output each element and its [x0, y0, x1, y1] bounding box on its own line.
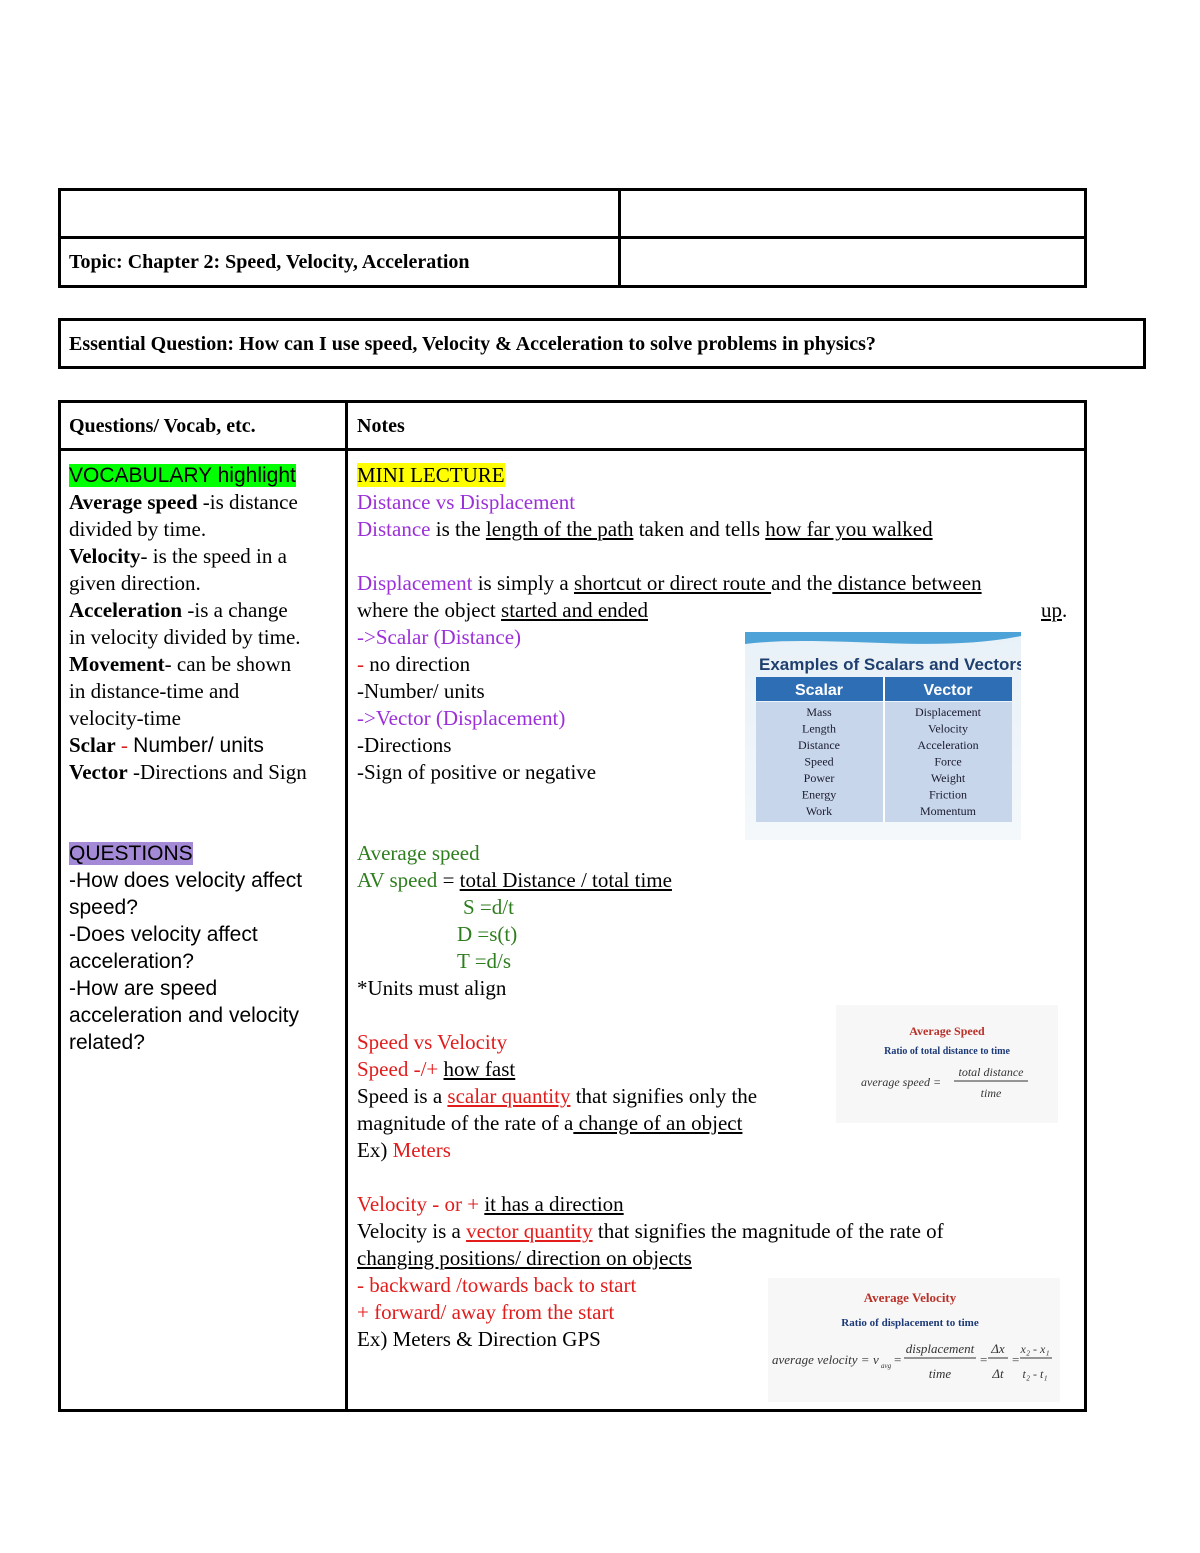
sv-scalar-item: Mass [806, 705, 832, 719]
term-vector: Vector [69, 760, 128, 784]
mini-lecture-heading: MINI LECTURE [357, 463, 505, 487]
avg-velocity-v-sub: avg [881, 1362, 892, 1370]
sv-vector-item: Velocity [928, 721, 968, 736]
avg-speed-denominator: time [980, 1086, 1002, 1100]
avg-velocity-den1: time [928, 1366, 952, 1381]
speed-vs-velocity: Speed vs Velocity [357, 1030, 508, 1054]
formula-s: S =d/t [463, 895, 514, 919]
avg-velocity-den3: t₂ - t₁ [1022, 1367, 1048, 1381]
avg-velocity-den2: Δt [992, 1366, 1004, 1381]
avg-speed-title: Average Speed [909, 1024, 985, 1038]
sv-scalar-item: Energy [801, 787, 837, 802]
term-sclar: Sclar [69, 733, 116, 757]
sv-scalar-item: Length [802, 721, 836, 736]
avg-velocity-eq-2: = [980, 1352, 988, 1367]
term-movement: Movement [69, 652, 165, 676]
avg-velocity-v: v [873, 1352, 879, 1367]
notes-section-1: MINI LECTURE Distance vs Displacement Distance is the length of the path taken and tells how far you walked Displacement is simply a shortcut or direct route and the distance between where the object started and ended up. ->Scalar (Distance) - no direction -Number/ units ->Vector (Displacement) -Directions -Sign of positive or negative [357, 462, 1077, 786]
avg-velocity-num1: displacement [905, 1341, 975, 1356]
avg-speed-lhs: average speed = [861, 1075, 942, 1089]
questions-section: QUESTIONS -How does velocity affect speed? -Does velocity affect acceleration? -How are speed acceleration and velocity related? [69, 840, 341, 1056]
notes-table-header-divider [58, 448, 1087, 451]
sv-vector-item: Friction [929, 787, 967, 802]
avg-speed-numerator: total distance [958, 1065, 1024, 1079]
avg-speed-svg [836, 1005, 1058, 1123]
formula-d: D =s(t) [457, 922, 518, 946]
question-2: -Does velocity affect [69, 923, 258, 946]
avg-velocity-lhs: average velocity = [772, 1352, 870, 1367]
avg-velocity-figure [768, 1278, 1060, 1402]
sv-scalar-item: Work [805, 804, 833, 818]
questions-heading: QUESTIONS [69, 842, 193, 865]
col-header-notes: Notes [357, 415, 405, 437]
average-speed-heading: Average speed [357, 841, 480, 865]
header-table-divider [58, 236, 1087, 239]
term-velocity: Velocity [69, 544, 141, 568]
notes-section-2: Average speed AV speed = total Distance / total time S =d/t D =s(t) T =d/s *Units must align Speed vs Velocity Speed -/+ how fast Speed is a scalar quantity that signifies only the magnitude of the rate of a change of an object Ex) Meters Velocity - or + it has a direction Velocity is a vector quantity that signifies the magnitude of the rate of changing positions/ direction on objects - backward /towards back to start + forward/ away from the start Ex) Meters & Direction GPS [357, 840, 1077, 1353]
sv-vector-item: Weight [930, 771, 966, 785]
left-column: VOCABULARY highlight Average speed -is distance divided by time. Velocity- is the speed in a given direction. Acceleration -is a change in velocity divided by time. Movement- can be shown in distance-time and velocity-time Sclar - Number/ units Vector -Directions and Sign [69, 464, 307, 784]
sv-vector-item: Momentum [920, 804, 976, 818]
scalar-distance: ->Scalar (Distance) [357, 625, 522, 649]
col-header-questions: Questions/ Vocab, etc. [69, 415, 256, 437]
avg-velocity-title: Average Velocity [863, 1290, 957, 1305]
avg-velocity-num2: Δx [991, 1341, 1005, 1356]
essential-question: Essential Question: How can I use speed, Velocity & Acceleration to solve problems in physics? [69, 333, 876, 355]
sv-col-vector: Vector [923, 682, 973, 699]
term-average-speed: Average speed [69, 490, 198, 514]
avg-velocity-svg [768, 1278, 1060, 1402]
dist-vs-disp: Distance vs Displacement [357, 490, 576, 514]
avg-velocity-subtitle: Ratio of displacement to time [841, 1317, 979, 1329]
avg-speed-bg [836, 1005, 1058, 1123]
vector-displacement: ->Vector (Displacement) [357, 706, 566, 730]
question-1: -How does velocity affect [69, 869, 303, 892]
sv-vector-item: Force [934, 754, 962, 769]
avg-velocity-eq-3: = [1012, 1352, 1020, 1367]
sv-vector-item: Displacement [915, 705, 981, 719]
notes-table-col-divider [345, 400, 348, 1412]
vocab-heading: VOCABULARY highlight [69, 464, 296, 487]
avg-speed-figure [836, 1005, 1058, 1123]
formula-t: T =d/s [457, 949, 512, 973]
sv-col-scalar: Scalar [794, 682, 844, 699]
sv-scalar-item: Power [803, 771, 835, 785]
sv-scalar-item: Distance [798, 738, 840, 752]
topic-label: Topic: Chapter 2: Speed, Velocity, Acceleration [69, 251, 470, 273]
avg-speed-subtitle: Ratio of total distance to time [884, 1046, 1010, 1057]
avg-velocity-eq-1: = [894, 1352, 902, 1367]
scalar-vector-figure [745, 632, 1021, 840]
avg-velocity-num3: x₂ - x₁ [1020, 1342, 1050, 1356]
sv-scalar-item: Speed [804, 754, 834, 769]
question-3: -How are speed [69, 977, 218, 1000]
scalar-vector-svg [745, 632, 1021, 840]
sv-title: Examples of Scalars and Vectors [759, 655, 1021, 674]
sv-vector-item: Acceleration [917, 738, 979, 752]
term-acceleration: Acceleration [69, 598, 183, 622]
header-table-col-divider [618, 188, 621, 288]
